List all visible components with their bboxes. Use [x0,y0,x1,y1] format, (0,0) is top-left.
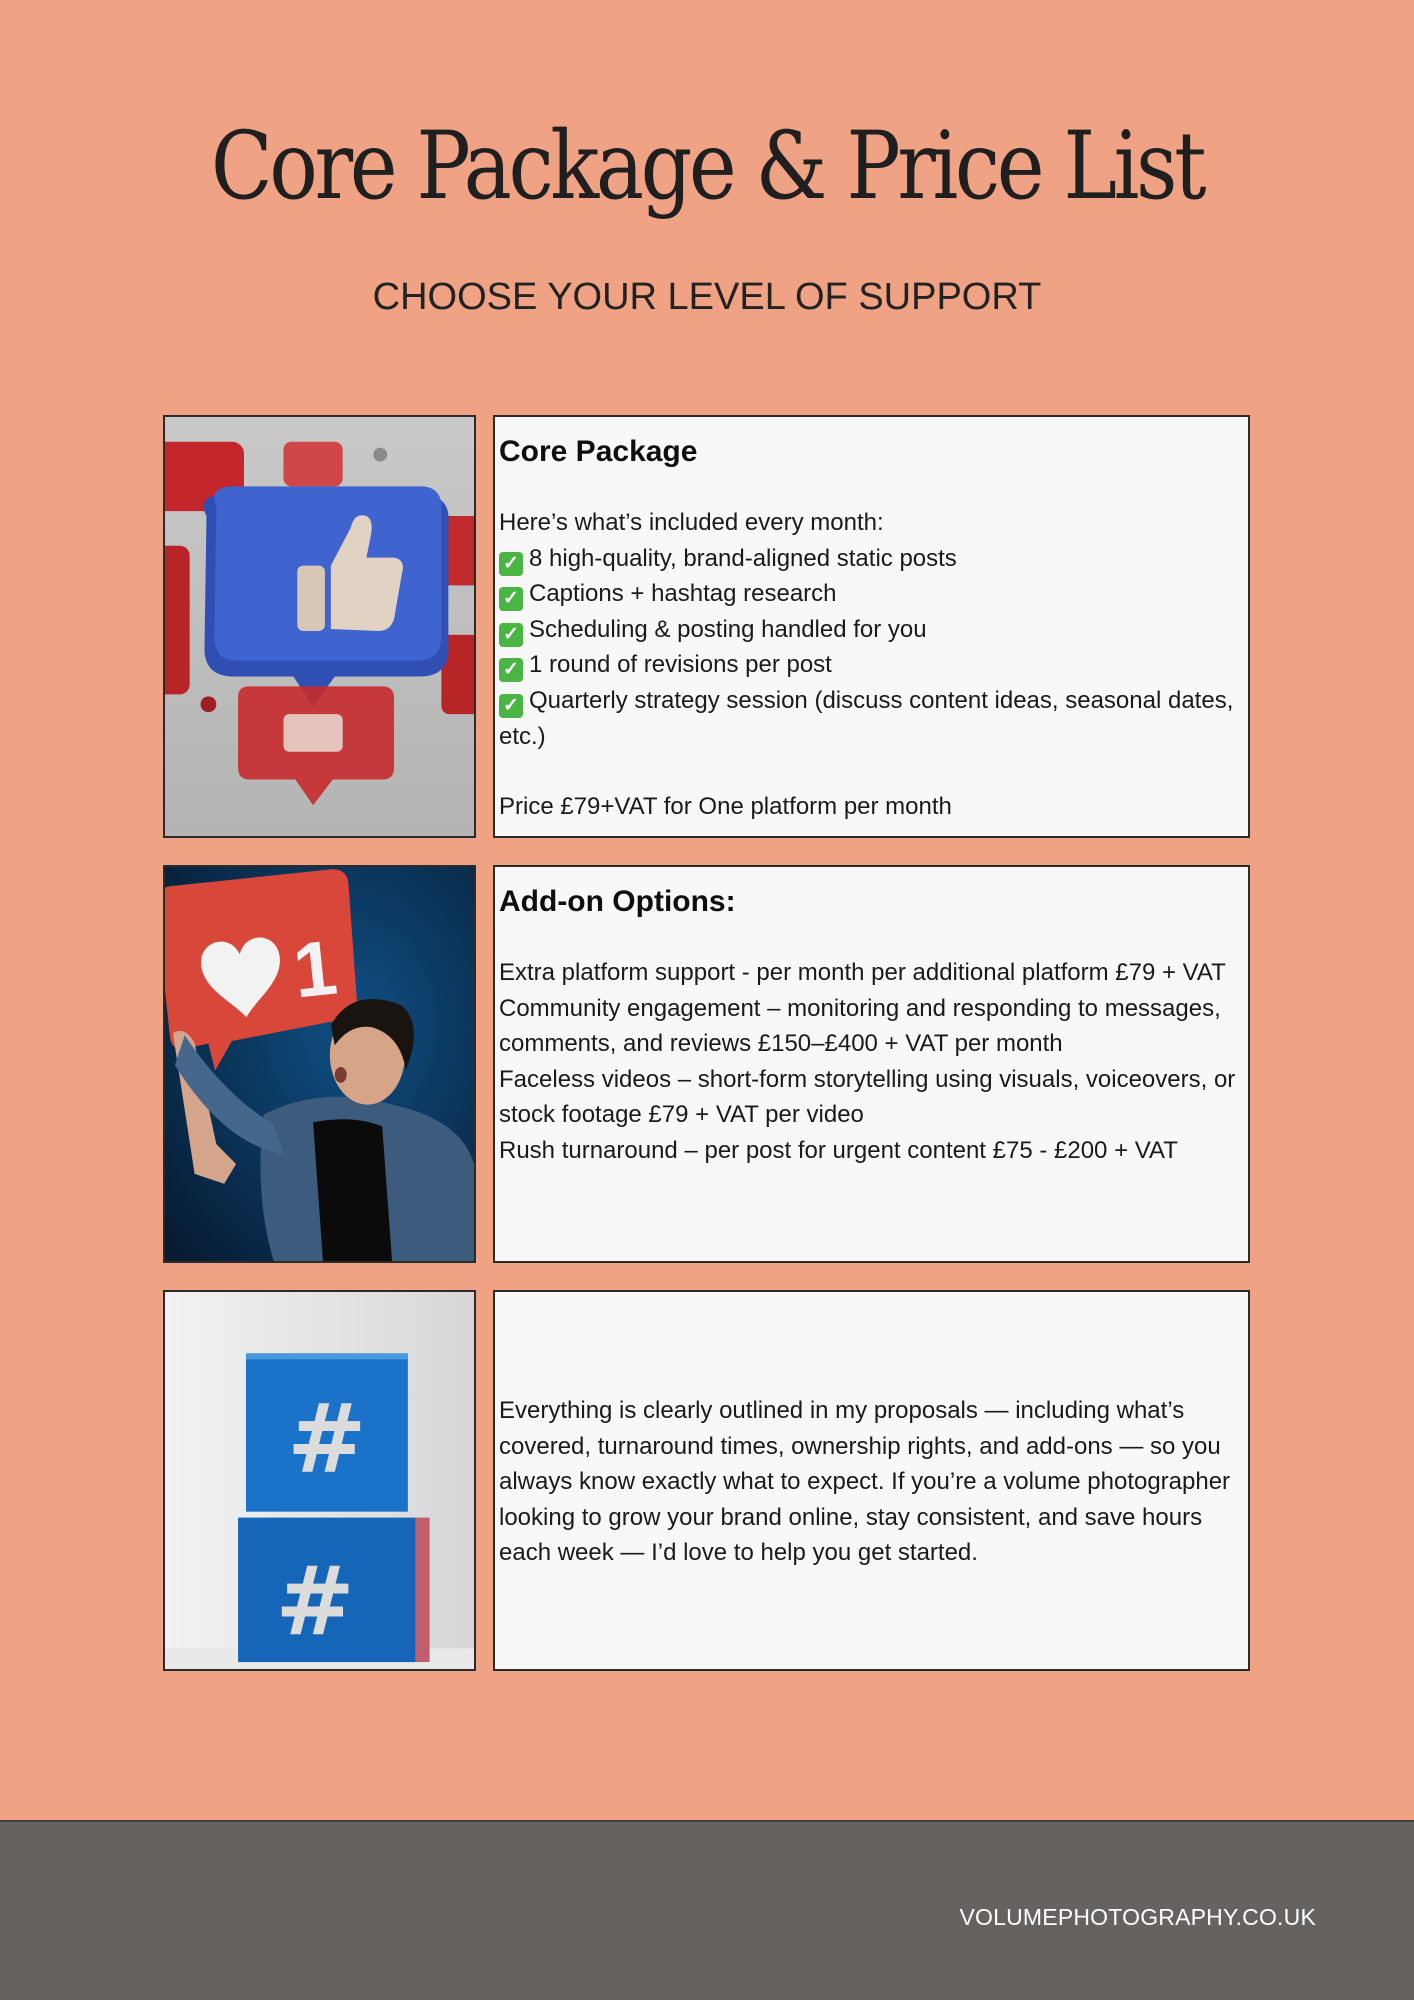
list-item: Rush turnaround – per post for urgent content £75 - £200 + VAT [499,1136,1178,1164]
hash-symbol-top: # [287,1384,367,1496]
list-item: Community engagement – monitoring and responding to messages, comments, and reviews £150–£400 + VAT per month [499,994,1221,1058]
hashtag-blocks-photo [163,1290,476,1671]
thumbs-up-photo [163,415,476,838]
page-subtitle: CHOOSE YOUR LEVEL OF SUPPORT [372,276,1042,318]
thumbs-up-icon [204,486,449,706]
list-item: Extra platform support - per month per additional platform £79 + VAT [499,959,1226,986]
core-package-card [493,415,1250,838]
checkmark-icon: ✓ [499,552,523,576]
list-item: ✓ Captions + hashtag research [499,576,1244,612]
footer [0,1820,1414,2000]
checkmark-icon: ✓ [499,587,523,611]
hash-symbol-bottom: # [275,1547,355,1658]
add-on-heading: Add-on Options: [499,885,736,918]
checkmark-icon: ✓ [499,694,523,718]
footer-website-link[interactable]: VOLUMEPHOTOGRAPHY.CO.UK [959,1904,1316,1930]
list-item: ✓ Quarterly strategy session (discuss content ideas, seasonal dates, etc.) [499,686,1234,750]
checkmark-icon: ✓ [499,623,523,647]
summary-text: Everything is clearly outlined in my proposals — including what’s covered, turnaround times, ownership rights, and add-ons — so you always know exactly what to expect. If you’re a volume photographer looking to grow your brand online, stay consistent, and save hours each week — I’d love to help you get started. [499,1397,1231,1567]
list-item: ✓ Scheduling & posting handled for you [499,612,1244,648]
core-package-heading: Core Package [499,435,698,468]
list-item: Faceless videos – short-form storytelling using visuals, voiceovers, or stock footage £79 + VAT per video [499,1065,1236,1129]
checkmark-icon: ✓ [499,658,523,682]
core-package-intro: Here’s what’s included every month: [499,509,884,536]
list-item: ✓ 1 round of revisions per post [499,647,1244,683]
core-package-price: Price £79+VAT for One platform per month [499,793,952,821]
heart-count: 1 [289,924,341,1015]
summary-card [493,1290,1250,1671]
heart-notification-photo [163,865,476,1263]
list-item: ✓ 8 high-quality, brand-aligned static posts [499,541,1244,577]
page-title: Core Package & Price List [210,112,1204,221]
add-on-options-card [493,865,1250,1263]
